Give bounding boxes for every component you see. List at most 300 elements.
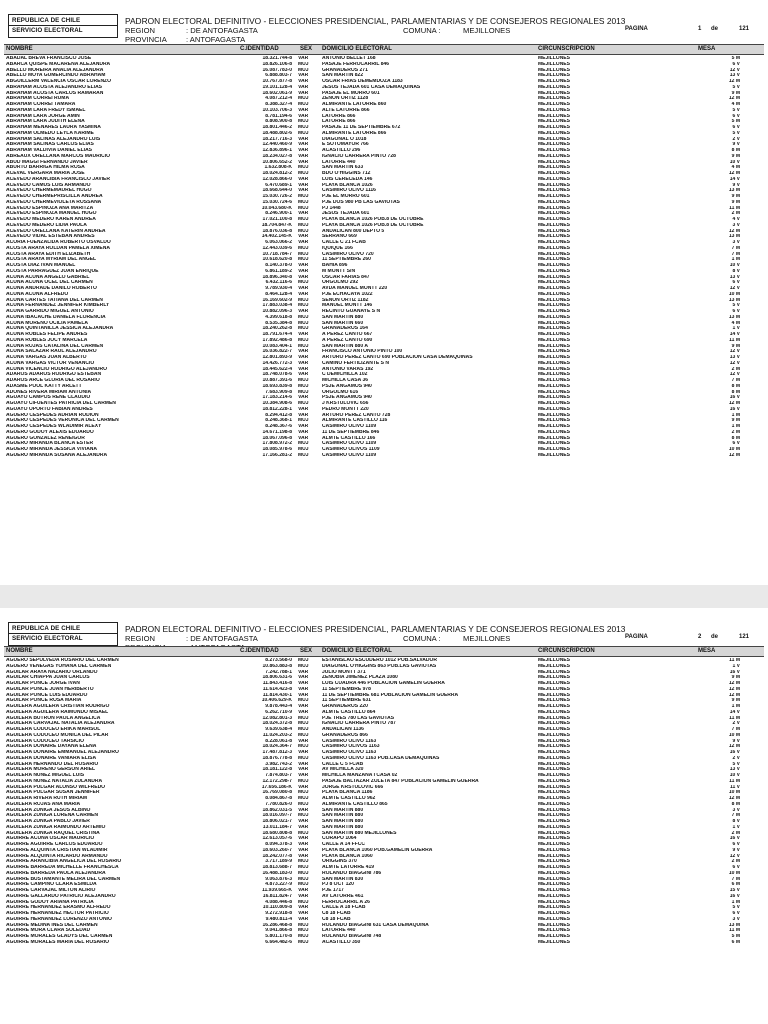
voter-circunscripcion: MEJILLONES	[538, 274, 570, 280]
voter-sex: VAR	[298, 286, 309, 291]
voter-sex: VAR	[298, 847, 309, 853]
voter-address: MICHILLA MANZANA I CASA 02	[322, 773, 398, 778]
voter-sex: VAR	[298, 366, 309, 372]
voter-mesa: 12 M	[728, 744, 740, 750]
voter-sex: VAR	[298, 73, 309, 79]
voter-sex: MUJ	[298, 721, 309, 727]
voter-address: CASIMIRO OLIVOS 1109	[322, 447, 380, 452]
voter-name: AGUERO VENEGAS YOHANA DEL CARMEN	[6, 663, 112, 669]
voter-name: ABELLO MOREIRA ANALIA ALEJANDRA	[6, 67, 104, 73]
voter-mesa: 13 M	[728, 188, 740, 194]
voter-id-number: 17.487.812-3	[262, 750, 292, 755]
voter-address: PLAYA BLANCA 1026 POB.8 DE OCTUBRE	[322, 217, 424, 222]
voter-mesa: 5 M	[731, 119, 740, 125]
voter-address: SAN MARTIN 633	[322, 165, 364, 171]
voter-circunscripcion: MEJILLONES	[538, 721, 570, 727]
voter-name: ACOSTA DIAZ IVAN MANUEL	[6, 263, 76, 268]
voter-address: PLAYA BLANCA 1026	[322, 182, 373, 188]
region-value: : DE ANTOFAGASTA	[186, 634, 258, 643]
voter-id-number: 1.632.808-K	[264, 165, 292, 171]
voter-address: ARTURO PEREZ CANTO 690 POBLACION CASA DEMAQUINAS	[322, 355, 473, 360]
voter-name: ACORIA FUENZALIDA ROBERTO OSVALDO	[6, 240, 111, 245]
voter-address: ACASTILLO 350	[322, 939, 361, 945]
voter-id-number: 10.406.629-K	[261, 698, 292, 704]
voter-address: PASAJE BALTAZAR ZULETA 847 POBLACION GAMELIN GUERRA	[322, 778, 479, 784]
voter-id-number: 4.873.227-9	[265, 882, 292, 888]
comuna-value: MEJILLONES	[463, 26, 511, 35]
voter-sex: VAR	[298, 107, 309, 113]
voter-name: AGUILAR PONCE JORGE IVAN	[6, 681, 80, 686]
voter-circunscripcion: MEJILLONES	[538, 870, 570, 876]
voter-id-number: 9.041.866-8	[265, 928, 292, 934]
voter-address: ESTANISLAO ESCUDERO 1012 POB.SALVADOR	[322, 658, 438, 663]
voter-circunscripcion: MEJILLONES	[538, 447, 570, 452]
voter-sex: VAR	[298, 211, 309, 217]
voter-id-number: 18.801.446-2	[262, 125, 292, 130]
voter-name: AGUIRRE ACUÑA OSCAR MAURICIO	[6, 836, 95, 842]
voter-name: AGUIRRE HERNANDEZ HECTOR PATRICIO	[6, 911, 109, 916]
voter-sex: VAR	[298, 153, 309, 159]
voter-mesa: 12 M	[728, 681, 740, 686]
voter-id-number: 18.321.744-8	[262, 56, 292, 61]
voter-address: ALMTE CASTILLO 864	[322, 709, 376, 715]
voter-id-number: 16.036.822-7	[262, 349, 292, 355]
voter-circunscripcion: MEJILLONES	[538, 194, 570, 199]
voter-address: CASIMIRO OLIVO 1163	[322, 750, 377, 755]
voter-name: AGUIRRE MORALES MARIA DEL ROSARIO	[6, 939, 110, 945]
voter-sex: VAR	[298, 686, 309, 692]
voter-circunscripcion: MEJILLONES	[538, 188, 570, 194]
voter-circunscripcion: MEJILLONES	[538, 784, 570, 790]
voter-address: AV LATORRE 461	[322, 893, 364, 899]
voter-mesa: 2 M	[731, 859, 740, 865]
voter-id-number: 10.083.404-1	[262, 343, 292, 349]
voter-sex: MUJ	[298, 882, 309, 888]
voter-name: AGUILERA CODOCEO MONICA DEL PILAR	[6, 732, 109, 738]
voter-mesa: 12 V	[729, 853, 740, 859]
voter-name: ACEVEDO CHERMEMAUREL HUGO	[6, 188, 92, 194]
voter-address: CASIMIRO OLIVOS 1163	[322, 744, 380, 750]
voter-name: AGUIRRE MORALES GLADYS DEL CARMEN	[6, 934, 113, 939]
page-de-label: de	[711, 634, 719, 640]
voter-mesa: 8 M	[731, 389, 740, 395]
voter-sex: VAR	[298, 836, 309, 842]
voter-name: AGUERO CESPEDES VERONICA DEL CARMEN	[6, 418, 119, 424]
total-pages: 121	[739, 634, 750, 640]
voter-mesa: 7 M	[731, 251, 740, 257]
voter-sex: VAR	[298, 148, 309, 153]
voter-circunscripcion: MEJILLONES	[538, 228, 570, 234]
institution-divider	[9, 633, 117, 634]
voter-mesa: 7 M	[731, 378, 740, 383]
voter-mesa: 12 V	[729, 360, 740, 366]
voter-circunscripcion: MEJILLONES	[538, 663, 570, 669]
pagina-label: PAGINA	[625, 26, 648, 32]
voter-name: AGUILERA CARVAJAL NATALIA ALEJANDRA	[6, 721, 115, 727]
voter-mesa: 6 V	[732, 309, 740, 314]
voter-mesa: 3 V	[732, 807, 740, 813]
voter-address: A PEREZ CANTO 667	[322, 332, 373, 337]
voter-mesa: 5 V	[732, 107, 740, 113]
voter-id-number: 9.272.918-8	[265, 911, 292, 916]
voter-mesa: 11 M	[729, 337, 740, 343]
voter-circunscripcion: MEJILLONES	[538, 429, 570, 435]
voter-circunscripcion: MEJILLONES	[538, 355, 570, 360]
voter-circunscripcion: MEJILLONES	[538, 136, 570, 142]
comuna-label: COMUNA :	[403, 634, 441, 643]
voter-circunscripcion: MEJILLONES	[538, 796, 570, 801]
voter-address: PJE 1717	[322, 888, 344, 893]
voter-circunscripcion: MEJILLONES	[538, 715, 570, 721]
voter-id-number: 18.806.021-7	[262, 819, 292, 824]
voter-id-number: 12.801.893-9	[262, 355, 292, 360]
voter-mesa: 1 V	[732, 663, 740, 669]
voter-id-number: 8.535.384-8	[265, 320, 292, 326]
institution-line-1: REPUBLICA DE CHILE	[12, 625, 81, 632]
table-row	[4, 940, 764, 946]
voter-mesa: 13 M	[728, 314, 740, 320]
voter-sex: VAR	[298, 424, 309, 429]
voter-id-number: 12.443.039-6	[262, 245, 292, 251]
voter-name: ADONES RIVERA MIRIAM ANTONIA	[6, 389, 92, 395]
voter-id-number: 15.030.724-6	[262, 199, 292, 205]
voter-name: ACUÑA ACUÑA ALFREDO	[6, 291, 69, 297]
voter-mesa: 6 V	[732, 911, 740, 916]
voter-sex: VAR	[298, 234, 309, 240]
voter-id-number: 9.789.930-4	[265, 286, 292, 291]
voter-id-number: 8.084.867-8	[265, 796, 292, 801]
voter-name: ACUÑA ANDRADE DANILO ROBERTO	[6, 286, 97, 291]
voter-address: PJE DOS 980 PB LAS GAVIOTAS	[322, 199, 400, 205]
voter-name: AGUIRRE CAMPINO CLARA ESMILDA	[6, 882, 97, 888]
voter-address: CALLE A 18 FCAB	[322, 905, 366, 911]
voter-mesa: 13 M	[728, 297, 740, 303]
voter-address: CASIMIRO OLIVO 1109	[322, 424, 377, 429]
voter-address: SAN MARTIN 880 A	[322, 343, 368, 349]
voter-mesa: 1 M	[731, 899, 740, 905]
voter-mesa: 12 V	[729, 349, 740, 355]
voter-mesa: 16 V	[729, 893, 740, 899]
voter-name: ABUD MAGGI FERNANDO JAVIER	[6, 159, 88, 165]
voter-address: LATORRE 866	[322, 113, 356, 119]
voter-address: ROLANDO BIAGGINI 748	[322, 934, 382, 939]
voter-mesa: 6 V	[732, 125, 740, 130]
voter-id-number: 17.808.972-2	[262, 441, 292, 447]
voter-name: ACUÑA VARGAS VICTOR VENANCIO	[6, 360, 95, 366]
voter-address: LATORRE 866	[322, 119, 356, 125]
voter-circunscripcion: MEJILLONES	[538, 813, 570, 819]
voter-sex: VAR	[298, 704, 309, 709]
voter-name: ACOSTA ARAYA EDITH ELIZABETH	[6, 251, 91, 257]
voter-sex: MUJ	[298, 222, 309, 228]
voter-address: CASIMIRO OLIVO 1163 POB.CASA DEMAQUINAS	[322, 755, 440, 761]
voter-circunscripcion: MEJILLONES	[538, 286, 570, 291]
voter-address: E SOTOMAYOR 766	[322, 142, 369, 148]
voter-mesa: 14 V	[729, 176, 740, 182]
voter-list	[4, 658, 764, 946]
voter-name: ACEVEDO ORELLANA KATERIN ANDREA	[6, 228, 106, 234]
voter-id-number: 11.843.416-8	[262, 681, 292, 686]
voter-circunscripcion: MEJILLONES	[538, 452, 570, 458]
voter-address: ARTURO PEREZ CANTO 728	[322, 412, 391, 418]
voter-name: AGUIRRE BUSTAMANTE MELIRA DEL CARMEN	[6, 876, 121, 882]
voter-address: LUIS CERECEDA 146	[322, 176, 373, 182]
voter-address: SAN MARTIN 880	[322, 813, 364, 819]
voter-name: AGUILAR ARAYA NAZARIO ORLANDO	[6, 669, 98, 675]
voter-address: PEDRO MONTT 220	[322, 406, 369, 412]
voter-name: AGUIRRE ALQUINTA RICARDO ARMANDO	[6, 853, 108, 859]
voter-circunscripcion: MEJILLONES	[538, 125, 570, 130]
voter-id-number: 18.704.847-K	[261, 222, 292, 228]
voter-id-number: 16.811.824-7	[262, 893, 292, 899]
document-title: PADRON ELECTORAL DEFINITIVO - ELECCIONES PRESIDENCIAL, PARLAMENTARIAS Y DE CONSEJEROS REGIONALES 2013	[125, 16, 626, 26]
voter-id-number: 16.769.080-8	[262, 790, 292, 796]
voter-circunscripcion: MEJILLONES	[538, 84, 570, 90]
provincia-label: PROVINCIA	[125, 35, 167, 44]
voter-sex: VAR	[298, 274, 309, 280]
voter-name: AGUERO GODOY ALEXIS EDUARDO	[6, 429, 94, 435]
voter-address: PJ 8 OCT 120	[322, 882, 354, 888]
voter-mesa: 10 M	[728, 790, 740, 796]
voter-circunscripcion: MEJILLONES	[538, 366, 570, 372]
voter-id-number: 18.896.340-8	[262, 274, 292, 280]
voter-sex: MUJ	[298, 199, 309, 205]
voter-sex: VAR	[298, 56, 309, 61]
voter-circunscripcion: MEJILLONES	[538, 343, 570, 349]
voter-id-number: 8.248.368-1	[265, 418, 292, 424]
voter-address: CASIMIRO OLIVO 1163	[322, 738, 377, 744]
voter-sex: VAR	[298, 842, 309, 847]
page-header	[8, 8, 760, 44]
voter-address: IQUIQUE 166	[322, 245, 353, 251]
voter-mesa: 5 V	[732, 761, 740, 767]
voter-address: ORGOLMO 616	[322, 389, 359, 395]
voter-address: AV MICHILLA 320	[322, 767, 364, 773]
voter-id-number: 18.067.096-8	[262, 435, 292, 441]
col-sex: SEX	[300, 648, 313, 654]
voter-name: AGUILERA RIVERA RUTH MIRIAM	[6, 796, 88, 801]
voter-name: AGUILERA NUÑEZ MIGUEL LUIS	[6, 773, 85, 778]
voter-id-number: 4.087.212-4	[265, 96, 292, 102]
voter-sex: MUJ	[298, 280, 309, 286]
voter-address: PASAJE EL MORRO 601	[322, 90, 380, 96]
voter-mesa: 13 V	[729, 355, 740, 360]
voter-circunscripcion: MEJILLONES	[538, 847, 570, 853]
voter-id-number: 9.878.443-4	[265, 704, 292, 709]
voter-circunscripcion: MEJILLONES	[538, 761, 570, 767]
voter-circunscripcion: MEJILLONES	[538, 435, 570, 441]
voter-sex: MUJ	[298, 865, 309, 870]
voter-id-number: 10.887.391-6	[262, 378, 292, 383]
voter-mesa: 12 M	[728, 96, 740, 102]
voter-id-number: 10.618.620-8	[262, 257, 292, 263]
voter-circunscripcion: MEJILLONES	[538, 263, 570, 268]
voter-mesa: 8 M	[731, 801, 740, 807]
voter-address: PLAYA BLANCA 1186	[322, 790, 373, 796]
voter-name: AGUIRRE CARVAJAL MILTON ALIRIO	[6, 888, 96, 893]
voter-address: ORIGGINS 370	[322, 859, 357, 865]
voter-address: ANTONIO BELLET 168	[322, 56, 376, 61]
voter-address: ALTE LATORRE 866	[322, 107, 370, 113]
voter-sex: MUJ	[298, 744, 309, 750]
voter-circunscripcion: MEJILLONES	[538, 268, 570, 274]
voter-id-number: 4.399.618-8	[265, 314, 292, 320]
voter-address: LATORRE 440	[322, 928, 356, 934]
voter-address: JESUS TEJADA 601 CASA DEMAQUINAS	[322, 84, 421, 90]
voter-address: C8 18 FCAB	[322, 911, 351, 916]
voter-name: ADAROS ADAROS RODRIGO ESTEBAN	[6, 372, 102, 378]
voter-mesa: 12 M	[728, 79, 740, 84]
voter-circunscripcion: MEJILLONES	[538, 738, 570, 744]
voter-name: AGUILERA ZUÑIGA LORENA CARMEN	[6, 813, 98, 819]
voter-circunscripcion: MEJILLONES	[538, 378, 570, 383]
voter-address: SAN MARTIN 880	[322, 824, 364, 830]
voter-name: ACEVEDO ESPINOZA MANUEL HUGO	[6, 211, 97, 217]
voter-circunscripcion: MEJILLONES	[538, 159, 570, 165]
voter-address: J KRSTULOVIC 656	[322, 401, 369, 406]
voter-sex: MUJ	[298, 939, 309, 945]
voter-sex: VAR	[298, 395, 309, 401]
voter-circunscripcion: MEJILLONES	[538, 807, 570, 813]
voter-sex: VAR	[298, 240, 309, 245]
voter-name: AGUILERA NUÑEZ NATALIA ZULANDRA	[6, 778, 103, 784]
voter-id-number: 19.101.128-4	[262, 84, 292, 90]
voter-sex: VAR	[298, 905, 309, 911]
voter-name: ABGUILLERM VALENCIA OSCAR LORENZO	[6, 79, 111, 84]
voter-id-number: 18.812.228-1	[262, 406, 292, 412]
voter-sex: MUJ	[298, 205, 309, 211]
voter-mesa: 2 M	[731, 429, 740, 435]
voter-id-number: 8.094.378-3	[265, 842, 292, 847]
voter-name: AGUILERA PULGAR SUSAN JENNIFER	[6, 790, 100, 796]
voter-name: ABRAHAM SALINAS ALEJANDRO LUIS	[6, 136, 101, 142]
voter-sex: MUJ	[298, 778, 309, 784]
voter-mesa: 4 M	[731, 320, 740, 326]
voter-address: GRANADEROS 271	[322, 67, 368, 73]
voter-sex: VAR	[298, 819, 309, 824]
voter-address: OSCAR FRIAS DEMEMDOZA 1183	[322, 79, 403, 84]
voter-circunscripcion: MEJILLONES	[538, 698, 570, 704]
voter-name: AGUILERA CODOCEO ERIKA MARISOL	[6, 727, 101, 732]
voter-mesa: 3 V	[732, 916, 740, 922]
voter-address: ACASTILLO 296	[322, 148, 361, 153]
voter-name: ACOSTA ARAYA MYRIAM DEL ANGEL	[6, 257, 97, 263]
voter-sex: VAR	[298, 188, 309, 194]
voter-id-number: 8.228.061-8	[265, 738, 292, 744]
voter-address: GRANADEROS 220	[322, 704, 368, 709]
voter-id-number: 14.426.772-3	[262, 360, 292, 366]
voter-circunscripcion: MEJILLONES	[538, 222, 570, 228]
institution-box	[8, 622, 118, 646]
voter-sex: MUJ	[298, 217, 309, 222]
voter-sex: MUJ	[298, 698, 309, 704]
voter-address: SAN MARTIN 880	[322, 314, 364, 320]
voter-sex: MUJ	[298, 401, 309, 406]
voter-name: ACUÑA IBACACHE DANIELA FLORENCIA	[6, 314, 106, 320]
voter-address: PJE ECHACAYA 1022	[322, 291, 373, 297]
voter-mesa: 2 M	[731, 211, 740, 217]
voter-address: PSJE ANGAMOS 940	[322, 395, 372, 401]
voter-sex: VAR	[298, 429, 309, 435]
voter-address: C DEMICHILLA 102	[322, 372, 368, 378]
voter-address: ANDALICAN 800 DEPTO 5	[322, 228, 385, 234]
voter-id-number: 10.863.883-8	[262, 663, 292, 669]
voter-name: ABRAHAM OLMEDO LEYLA KARIME	[6, 130, 94, 136]
voter-sex: VAR	[298, 888, 309, 893]
voter-sex: VAR	[298, 355, 309, 360]
voter-id-number: 3.982.743-2	[265, 761, 292, 767]
voter-mesa: 16 V	[729, 395, 740, 401]
voter-mesa: 11 V	[729, 784, 740, 790]
voter-name: ACEVEDO CHERMEPRISCILLA ANDREA	[6, 194, 103, 199]
voter-id-number: 18.181.122-8	[262, 767, 292, 773]
voter-address: BDO O'HIGGINS 712	[322, 171, 371, 176]
voter-id-number: 10.043.680-K	[261, 205, 292, 211]
voter-mesa: 12 M	[728, 228, 740, 234]
voter-name: ABRAHAM CORREI RUMA	[6, 96, 70, 102]
voter-name: ACUÑA VARGAS JUAN ALBERTO	[6, 355, 87, 360]
voter-sex: MUJ	[298, 303, 309, 309]
voter-name: AGUERO MIRANDA JESSICA VIVIANA	[6, 447, 98, 452]
voter-mesa: 9 M	[731, 153, 740, 159]
voter-id-number: 18.603.260-7	[262, 847, 292, 853]
voter-sex: VAR	[298, 675, 309, 681]
voter-circunscripcion: MEJILLONES	[538, 217, 570, 222]
voter-id-number: 8.781.194-6	[265, 113, 292, 119]
col-circunscripcion: CIRCUNSCRIPCION	[538, 648, 595, 654]
voter-circunscripcion: MEJILLONES	[538, 234, 570, 240]
voter-sex: VAR	[298, 807, 309, 813]
voter-mesa: 9 V	[732, 142, 740, 148]
voter-name: AGUERO CESPEDES ADRIAN RODION	[6, 412, 99, 418]
voter-sex: VAR	[298, 853, 309, 859]
voter-id-number: 18.693.839-8	[262, 383, 292, 389]
voter-address: LATORRE 440	[322, 159, 356, 165]
voter-sex: VAR	[298, 784, 309, 790]
voter-circunscripcion: MEJILLONES	[538, 686, 570, 692]
col-nombre: NOMBRE	[6, 46, 33, 52]
voter-sex: MUJ	[298, 801, 309, 807]
voter-sex: MUJ	[298, 727, 309, 732]
col-mesa: MESA	[698, 46, 716, 52]
voter-name: AGUILERA AGUILERA CRISTIAN RODRIGO	[6, 704, 110, 709]
voter-id-number: 18.240.262-8	[262, 326, 292, 332]
voter-mesa: 2 M	[731, 366, 740, 372]
column-header-row	[4, 646, 764, 657]
voter-mesa: 11 M	[729, 778, 740, 784]
voter-sex: MUJ	[298, 337, 309, 343]
voter-id-number: 18.791.674-4	[262, 332, 292, 337]
voter-mesa: 12 V	[729, 67, 740, 73]
voter-id-number: 10.767.877-8	[262, 79, 292, 84]
voter-sex: VAR	[298, 159, 309, 165]
voter-id-number: 18.085.978-6	[262, 447, 292, 452]
institution-line-2: SERVICIO ELECTORAL	[12, 635, 83, 642]
voter-id-number: 8.246.900-1	[265, 211, 292, 217]
voter-id-number: 6.262.710-9	[265, 709, 292, 715]
voter-id-number: 16.286.468-8	[262, 922, 292, 928]
voter-mesa: 2 M	[731, 830, 740, 836]
col-domicilio: DOMICILIO ELECTORAL	[322, 648, 392, 654]
voter-mesa: 6 V	[732, 441, 740, 447]
voter-sex: VAR	[298, 113, 309, 119]
voter-mesa: 1 M	[731, 257, 740, 263]
voter-circunscripcion: MEJILLONES	[538, 424, 570, 429]
padron-page-2	[0, 608, 768, 1024]
voter-address: PLAYA BLANCA 1060	[322, 853, 373, 859]
voter-id-number: 18.826.106-8	[262, 61, 292, 67]
voter-circunscripcion: MEJILLONES	[538, 778, 570, 784]
